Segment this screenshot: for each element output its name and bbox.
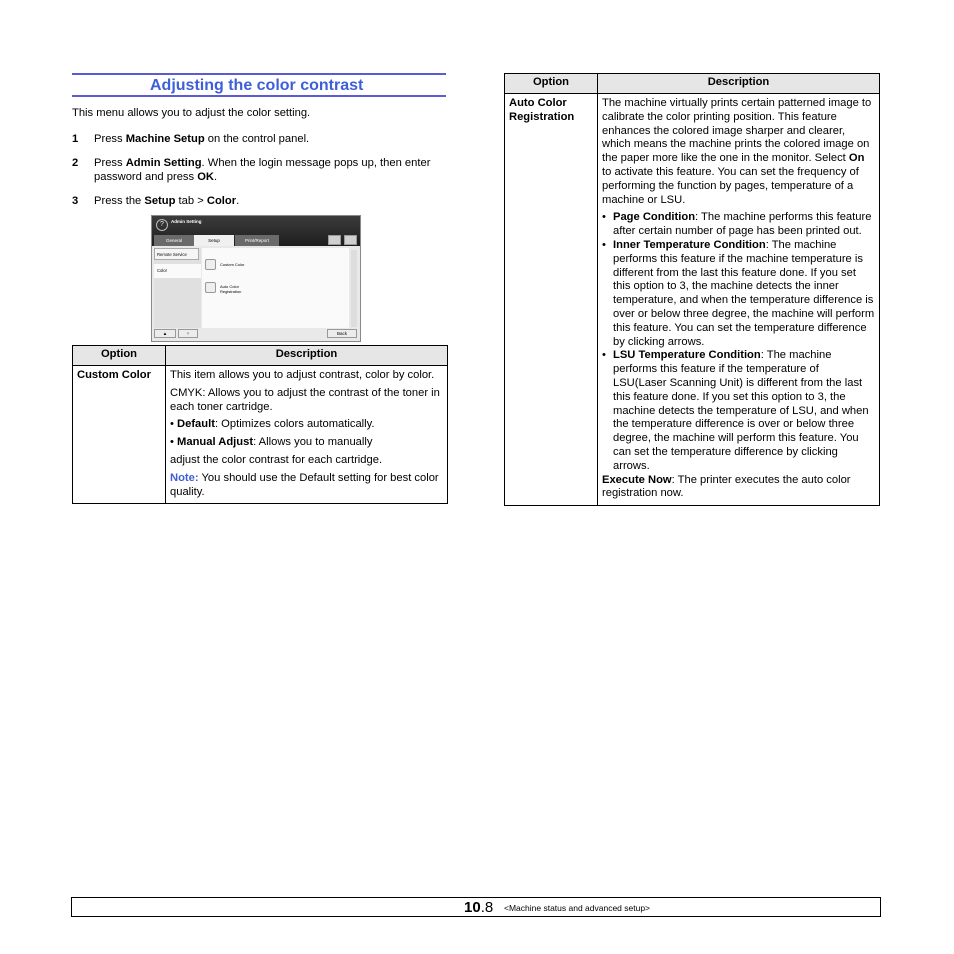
left-menu [154, 248, 201, 328]
column-header-option: Option [505, 74, 598, 94]
list-item: • LSU Temperature Condition: The machine performs this feature if the temperature of LSU(Laser Scanning Unit) is different from the last this feature done. If you set this option to 3, the machine detects the temperature of LSU, and when the temperature difference is over or below three degree, the machine will perform this feature. You can set the temperature difference by clicking arrows. [613, 349, 875, 473]
chapter-title: <Machine status and advanced setup> [504, 903, 651, 913]
tab-setup[interactable]: Setup [194, 235, 234, 246]
column-header-description: Description [598, 74, 880, 94]
column-header-description: Description [166, 346, 448, 366]
auto-color-registration-table [504, 73, 880, 506]
step-1: 1 Press Machine Setup on the control panel. [72, 133, 310, 145]
intro-text: This menu allows you to adjust the color setting. [72, 107, 311, 119]
screen-title: Admin Setting [171, 219, 202, 224]
custom-color-table [72, 345, 448, 504]
list-item: • Page Condition: The machine performs this feature after certain number of page has been printed out. [613, 211, 875, 239]
tab-general[interactable]: General [154, 235, 194, 246]
scroll-down-button[interactable]: ▼ [178, 329, 198, 338]
tab-print-report[interactable]: Print/Report [235, 235, 279, 246]
help-icon: ? [156, 219, 168, 231]
page-number: 10.8 [464, 899, 494, 916]
toolbar-icon-button[interactable] [344, 235, 357, 245]
custom-color-checkbox[interactable] [205, 259, 216, 270]
condition-list [602, 211, 875, 473]
column-header-option: Option [73, 346, 166, 366]
scroll-up-button[interactable]: ▲ [154, 329, 176, 338]
section-heading [72, 73, 446, 97]
admin-setting-screenshot [151, 215, 361, 342]
step-2: 2 Press Admin Setting. When the login message pops up, then enter password and press OK. [72, 157, 431, 183]
list-item: • Inner Temperature Condition: The machine performs this feature if the machine temperature is different from the last this feature done. If you set this option to 3, the machine detects the inner temperature, and when the temperature difference is over or below three degree, the machine will perform this feature. You can set the temperature difference by clicking arrows. [613, 239, 875, 349]
custom-color-option[interactable]: Custom Color [220, 262, 245, 267]
auto-color-registration-checkbox[interactable] [205, 282, 216, 293]
scrollbar[interactable] [351, 250, 357, 327]
option-cell: Custom Color [73, 366, 166, 504]
auto-color-registration-option[interactable]: Auto Color Registration [220, 284, 242, 294]
page-footer [71, 897, 881, 917]
back-button[interactable]: Back [327, 329, 357, 338]
menu-item-remote-service[interactable]: Remote Service [154, 248, 199, 260]
description-cell: The machine virtually prints certain patterned image to calibrate the color printing position. This feature enhances the colored image sharper and clearer, which means the machine prints the colored image on the paper more like the one in the monitor. Select On to activate this feature. You can set the frequency of performing the function by pages, temperature of a machine or LSU. • Page Condition: The machine performs this feature after certain number of page has been printed out. • Inner Temperature Condition: The machine performs this feature if the machine temperature is different from the last this feature done. If you set this option to 3, the machine detects the inner temperature, and when the temperature difference is over or below three degree, the machine will perform this feature. You can set the temperature difference by clicking arrows. • LSU Temperature Condition: The machine performs this feature if the temperature of LSU(Laser Scanning Unit) is different from the last this feature done. If you set this option to 3, the machine detects the temperature of LSU, and when the temperature difference is over or below three degree, the machine will perform this feature. You can set the temperature difference by clicking arrows. Execute Now: The printer executes the auto color registration now. [598, 94, 880, 506]
step-3: 3 Press the Setup tab > Color. [72, 195, 240, 207]
menu-item-color[interactable]: Color [154, 264, 201, 278]
description-cell: This item allows you to adjust contrast, color by color. CMYK: Allows you to adjust the contrast of the toner in each toner cartridge. • Default: Optimizes colors automatically. • Manual Adjust: Allows you to manually adjust the color contrast for each cartridge. Note: You should use the Default setting for best color quality. [166, 366, 448, 504]
toolbar-icon-button[interactable] [328, 235, 341, 245]
section-title: Adjusting the color contrast [150, 77, 364, 94]
option-cell: Auto Color Registration [505, 94, 598, 506]
